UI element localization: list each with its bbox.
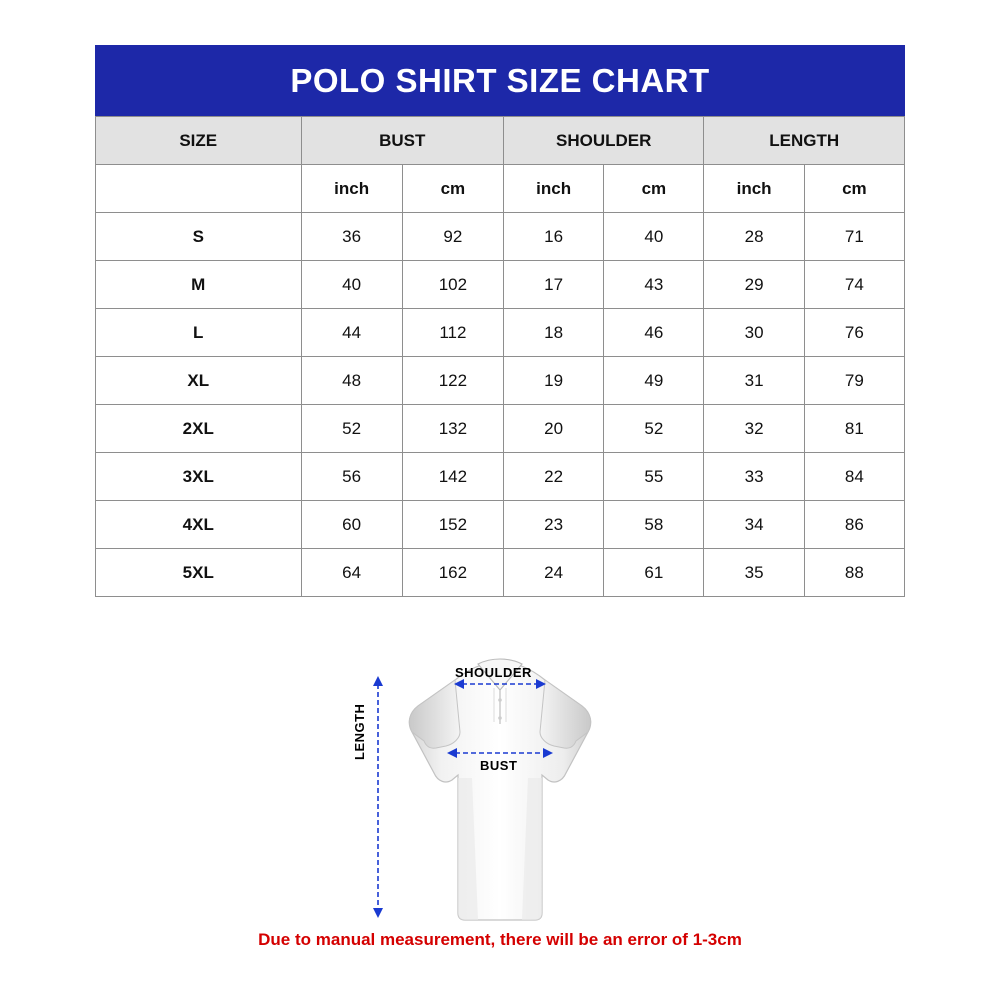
cell-shoulder-inch: 18 bbox=[504, 309, 604, 357]
unit-blank bbox=[96, 165, 302, 213]
label-shoulder: SHOULDER bbox=[455, 665, 532, 680]
cell-size: S bbox=[96, 213, 302, 261]
cell-bust-cm: 142 bbox=[402, 453, 503, 501]
cell-shoulder-inch: 22 bbox=[504, 453, 604, 501]
cell-bust-cm: 122 bbox=[402, 357, 503, 405]
chart-title: POLO SHIRT SIZE CHART bbox=[95, 45, 905, 116]
cell-bust-inch: 48 bbox=[301, 357, 402, 405]
cell-bust-inch: 64 bbox=[301, 549, 402, 597]
cell-bust-inch: 36 bbox=[301, 213, 402, 261]
cell-shoulder-inch: 19 bbox=[504, 357, 604, 405]
table-row bbox=[96, 357, 905, 405]
cell-length-cm: 81 bbox=[804, 405, 904, 453]
cell-shoulder-inch: 24 bbox=[504, 549, 604, 597]
cell-length-inch: 35 bbox=[704, 549, 804, 597]
size-chart-table bbox=[95, 116, 905, 597]
size-chart bbox=[95, 45, 905, 597]
cell-shoulder-cm: 52 bbox=[604, 405, 704, 453]
cell-length-cm: 84 bbox=[804, 453, 904, 501]
cell-bust-cm: 92 bbox=[402, 213, 503, 261]
cell-length-cm: 71 bbox=[804, 213, 904, 261]
cell-size: XL bbox=[96, 357, 302, 405]
unit-shoulder-cm: cm bbox=[604, 165, 704, 213]
cell-size: 4XL bbox=[96, 501, 302, 549]
cell-shoulder-cm: 40 bbox=[604, 213, 704, 261]
cell-length-cm: 88 bbox=[804, 549, 904, 597]
cell-bust-inch: 40 bbox=[301, 261, 402, 309]
table-row bbox=[96, 213, 905, 261]
unit-bust-inch: inch bbox=[301, 165, 402, 213]
cell-bust-inch: 44 bbox=[301, 309, 402, 357]
table-unit-header-row bbox=[96, 165, 905, 213]
cell-size: 3XL bbox=[96, 453, 302, 501]
cell-shoulder-cm: 43 bbox=[604, 261, 704, 309]
cell-shoulder-cm: 58 bbox=[604, 501, 704, 549]
header-bust: BUST bbox=[301, 117, 504, 165]
cell-bust-inch: 60 bbox=[301, 501, 402, 549]
cell-shoulder-inch: 16 bbox=[504, 213, 604, 261]
cell-shoulder-cm: 49 bbox=[604, 357, 704, 405]
cell-size: M bbox=[96, 261, 302, 309]
cell-size: 2XL bbox=[96, 405, 302, 453]
cell-bust-cm: 102 bbox=[402, 261, 503, 309]
cell-length-inch: 30 bbox=[704, 309, 804, 357]
cell-size: L bbox=[96, 309, 302, 357]
cell-bust-inch: 56 bbox=[301, 453, 402, 501]
unit-shoulder-inch: inch bbox=[504, 165, 604, 213]
table-row bbox=[96, 309, 905, 357]
cell-shoulder-inch: 23 bbox=[504, 501, 604, 549]
table-row bbox=[96, 261, 905, 309]
cell-bust-cm: 152 bbox=[402, 501, 503, 549]
cell-length-inch: 32 bbox=[704, 405, 804, 453]
unit-length-cm: cm bbox=[804, 165, 904, 213]
cell-length-cm: 79 bbox=[804, 357, 904, 405]
cell-shoulder-cm: 55 bbox=[604, 453, 704, 501]
table-row bbox=[96, 501, 905, 549]
table-row bbox=[96, 549, 905, 597]
cell-length-cm: 76 bbox=[804, 309, 904, 357]
cell-bust-cm: 112 bbox=[402, 309, 503, 357]
shirt-body bbox=[409, 659, 590, 920]
cell-length-inch: 29 bbox=[704, 261, 804, 309]
header-length: LENGTH bbox=[704, 117, 905, 165]
header-shoulder: SHOULDER bbox=[504, 117, 704, 165]
cell-length-inch: 28 bbox=[704, 213, 804, 261]
table-row bbox=[96, 453, 905, 501]
measurement-note: Due to manual measurement, there will be an error of 1-3cm bbox=[258, 930, 742, 949]
cell-shoulder-cm: 61 bbox=[604, 549, 704, 597]
unit-bust-cm: cm bbox=[402, 165, 503, 213]
cell-length-inch: 33 bbox=[704, 453, 804, 501]
label-length: LENGTH bbox=[352, 703, 367, 760]
cell-shoulder-inch: 20 bbox=[504, 405, 604, 453]
cell-bust-cm: 132 bbox=[402, 405, 503, 453]
table-row bbox=[96, 405, 905, 453]
label-bust: BUST bbox=[480, 758, 518, 773]
cell-length-inch: 31 bbox=[704, 357, 804, 405]
cell-shoulder-inch: 17 bbox=[504, 261, 604, 309]
header-size: SIZE bbox=[96, 117, 302, 165]
table-group-header-row bbox=[96, 117, 905, 165]
cell-bust-cm: 162 bbox=[402, 549, 503, 597]
unit-length-inch: inch bbox=[704, 165, 804, 213]
cell-length-cm: 74 bbox=[804, 261, 904, 309]
cell-length-cm: 86 bbox=[804, 501, 904, 549]
cell-size: 5XL bbox=[96, 549, 302, 597]
cell-bust-inch: 52 bbox=[301, 405, 402, 453]
cell-length-inch: 34 bbox=[704, 501, 804, 549]
cell-shoulder-cm: 46 bbox=[604, 309, 704, 357]
